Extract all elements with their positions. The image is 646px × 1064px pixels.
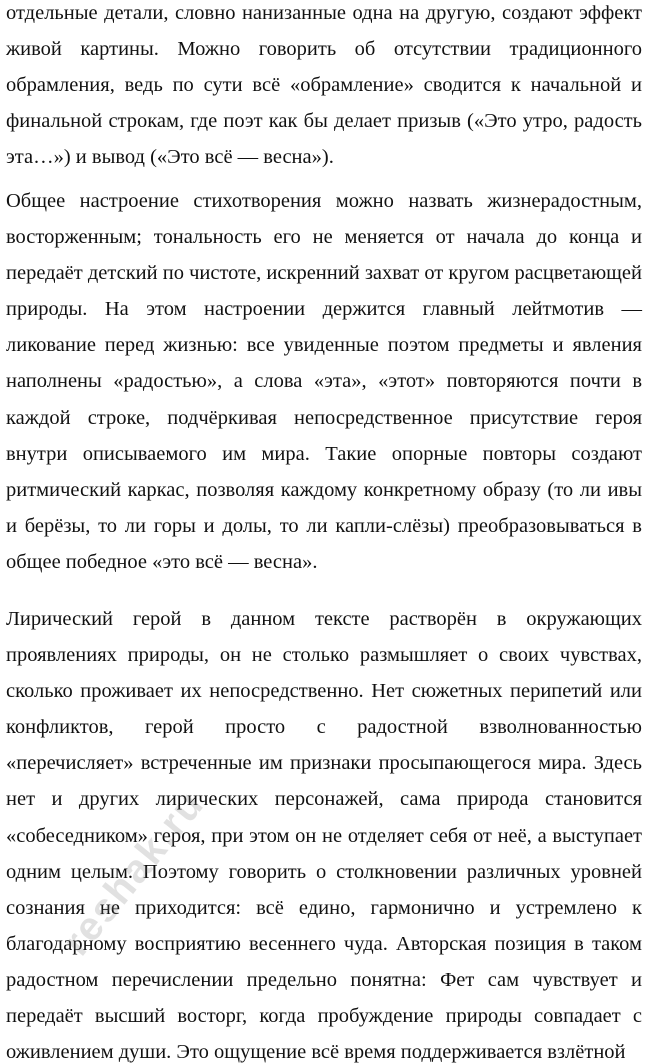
paragraph-2: Общее настроение стихотворения можно назвать жизнерадостным, восторженным; тональность его не меняется от начала до конца и передаёт детский по чистоте, искренний захват от кругом расцветающей природы. На этом настроении держится главный лейтмотив — ликование перед жизнью: все увиденные поэтом предметы и явления наполнены «радостью», а слова «эта», «этот» повторяются почти в каждой строке, подчёркивая непосредственное присутствие героя внутри описываемого им мира. Такие опорные повторы создают ритмический каркас, позволяя каждому конкретному образу (то ли ивы и берёзы, то ли горы и долы, то ли капли-слёзы) преобразовываться в общее победное «это всё — весна». xyxy=(6,190,642,573)
paragraph-1: отдельные детали, словно нанизанные одна на другую, создают эффект живой картины. Можно говорить об отсутствии традиционного обрамления, ведь по сути всё «обрамление» сводится к начальной и финальной строкам, где поэт как бы делает призыв («Это утро, радость эта…») и вывод («Это всё — весна»). xyxy=(6,2,642,169)
paragraph-3: Лирический герой в данном тексте растворён в окружающих проявлениях природы, он не столько размышляет о своих чувствах, сколько проживает их непосредственно. Нет сюжетных перипетий или конфликтов, герой просто с радостной взволнованностью «перечисляет» встреченные им признаки просыпающегося мира. Здесь нет и других лирических персонажей, сама природа становится «собеседником» героя, при этом он не отделяет себя от неё, а выступает одним целым. Поэтому говорить о столкновении различных уровней сознания не приходится: всё едино, гармонично и устремлено к благодарному восприятию весеннего чуда. Авторская позиция в таком радостном перечислении предельно понятна: Фет сам чувствует и передаёт высший восторг, когда пробуждение природы совпадает с оживлением души. Это ощущение всё время поддерживается взлётной xyxy=(6,608,642,1064)
watermark: reshak.ru xyxy=(54,782,213,964)
